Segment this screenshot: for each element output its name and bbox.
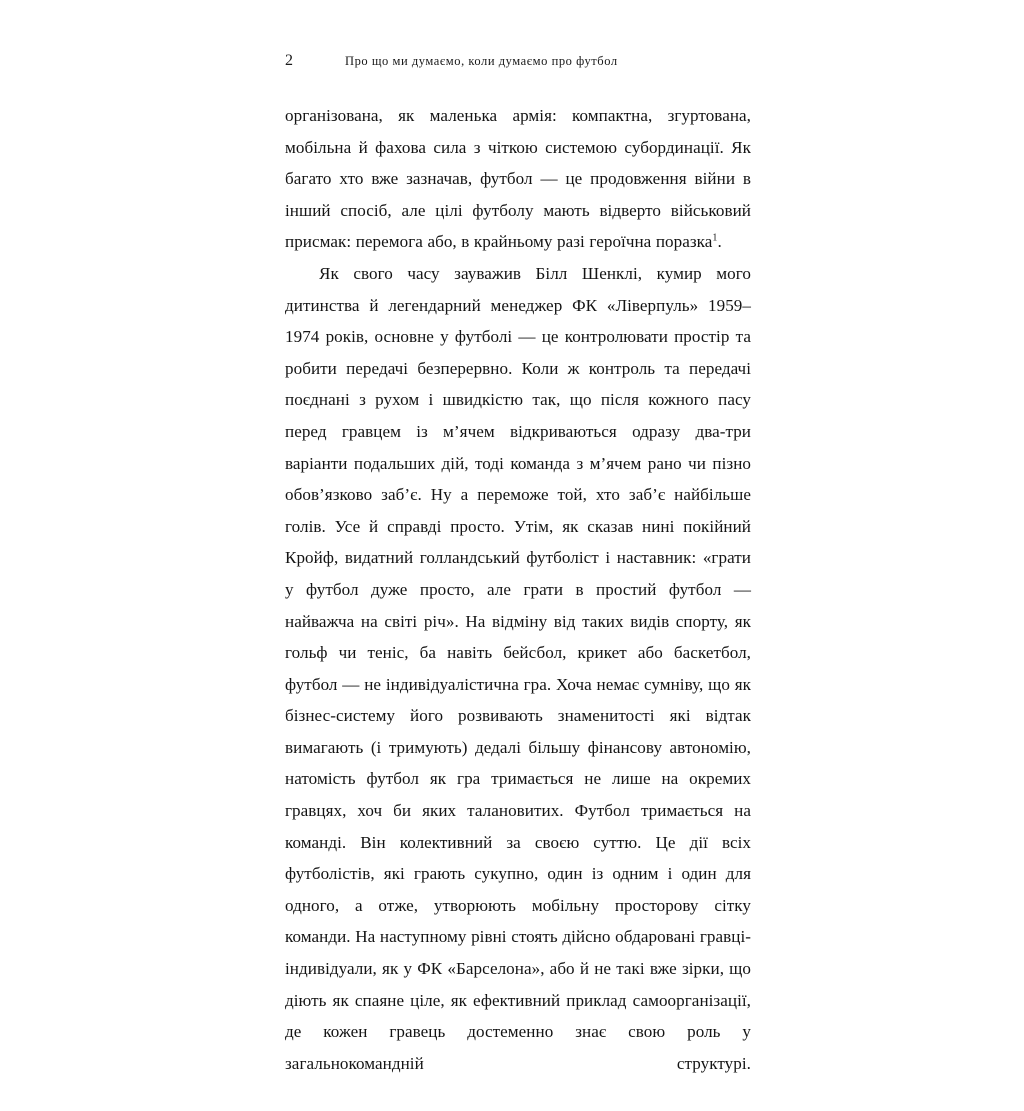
page-header — [285, 52, 750, 70]
body-text-block — [285, 100, 751, 1111]
page-number: 2 — [285, 52, 294, 69]
running-title: Про що ми думаємо, коли думаємо про футбол — [345, 54, 618, 68]
footnote-marker[interactable]: 1 — [712, 232, 718, 244]
paragraph-1-text: організована, як маленька армія: компактна, згуртована, мобільна й фахова сила з чіткою системою субординації. Як багато хто вже зазначав, футбол — це продовження війни в інший спосіб, але цілі футболу мають відверто військовий присмак: перемога або, в крайньому разі героїчна поразка — [285, 106, 751, 252]
paragraph-1-tail: . — [717, 232, 722, 252]
paragraph-2: Як свого часу зауважив Білл Шенклі, кумир мого дитинства й легендарний менеджер ФК «Ліверпуль» 1959–1974 років, основне у футболі — це контролювати простір та робити передачі безперервно. Коли ж контроль та передачі поєднані з рухом і швидкістю так, що після кожного пасу перед гравцем із м’ячем відкриваються одразу два-три варіанти подальших дій, тоді команда з м’ячем рано чи пізно обов’язково заб’є. Ну а переможе той, хто заб’є найбільше голів. Усе й справді просто. Утім, як сказав нині покійний Кройф, видатний голландський футболіст і наставник: «грати у футбол дуже просто, але грати в простий футбол — найважча на світі річ». На відміну від таких видів спорту, як гольф чи теніс, ба навіть бейсбол, крикет або баскетбол, футбол — не індивідуалістична гра. Хоча немає сумніву, що як бізнес-систему його розвивають знаменитості які відтак вимагають (і тримують) дедалі більшу фінансову автономію, натомість футбол як гра тримається не лише на окремих гравцях, хоч би яких талановитих. Футбол тримається на команді. Він колективний за своєю суттю. Це дії всіх футболістів, які грають сукупно, один із одним і один для одного, а отже, утворюють мобільну просторову сітку команди. На наступному рівні стоять дійсно обдаровані гравці-індивідуали, як у ФК «Барселона», або й не такі вже зірки, що діють як спаяне ціле, як ефективний приклад самоорганізації, де кожен гравець достеменно знає свою роль у загальнокомандній структурі. — [285, 263, 751, 1073]
paragraph-1 — [285, 100, 751, 258]
